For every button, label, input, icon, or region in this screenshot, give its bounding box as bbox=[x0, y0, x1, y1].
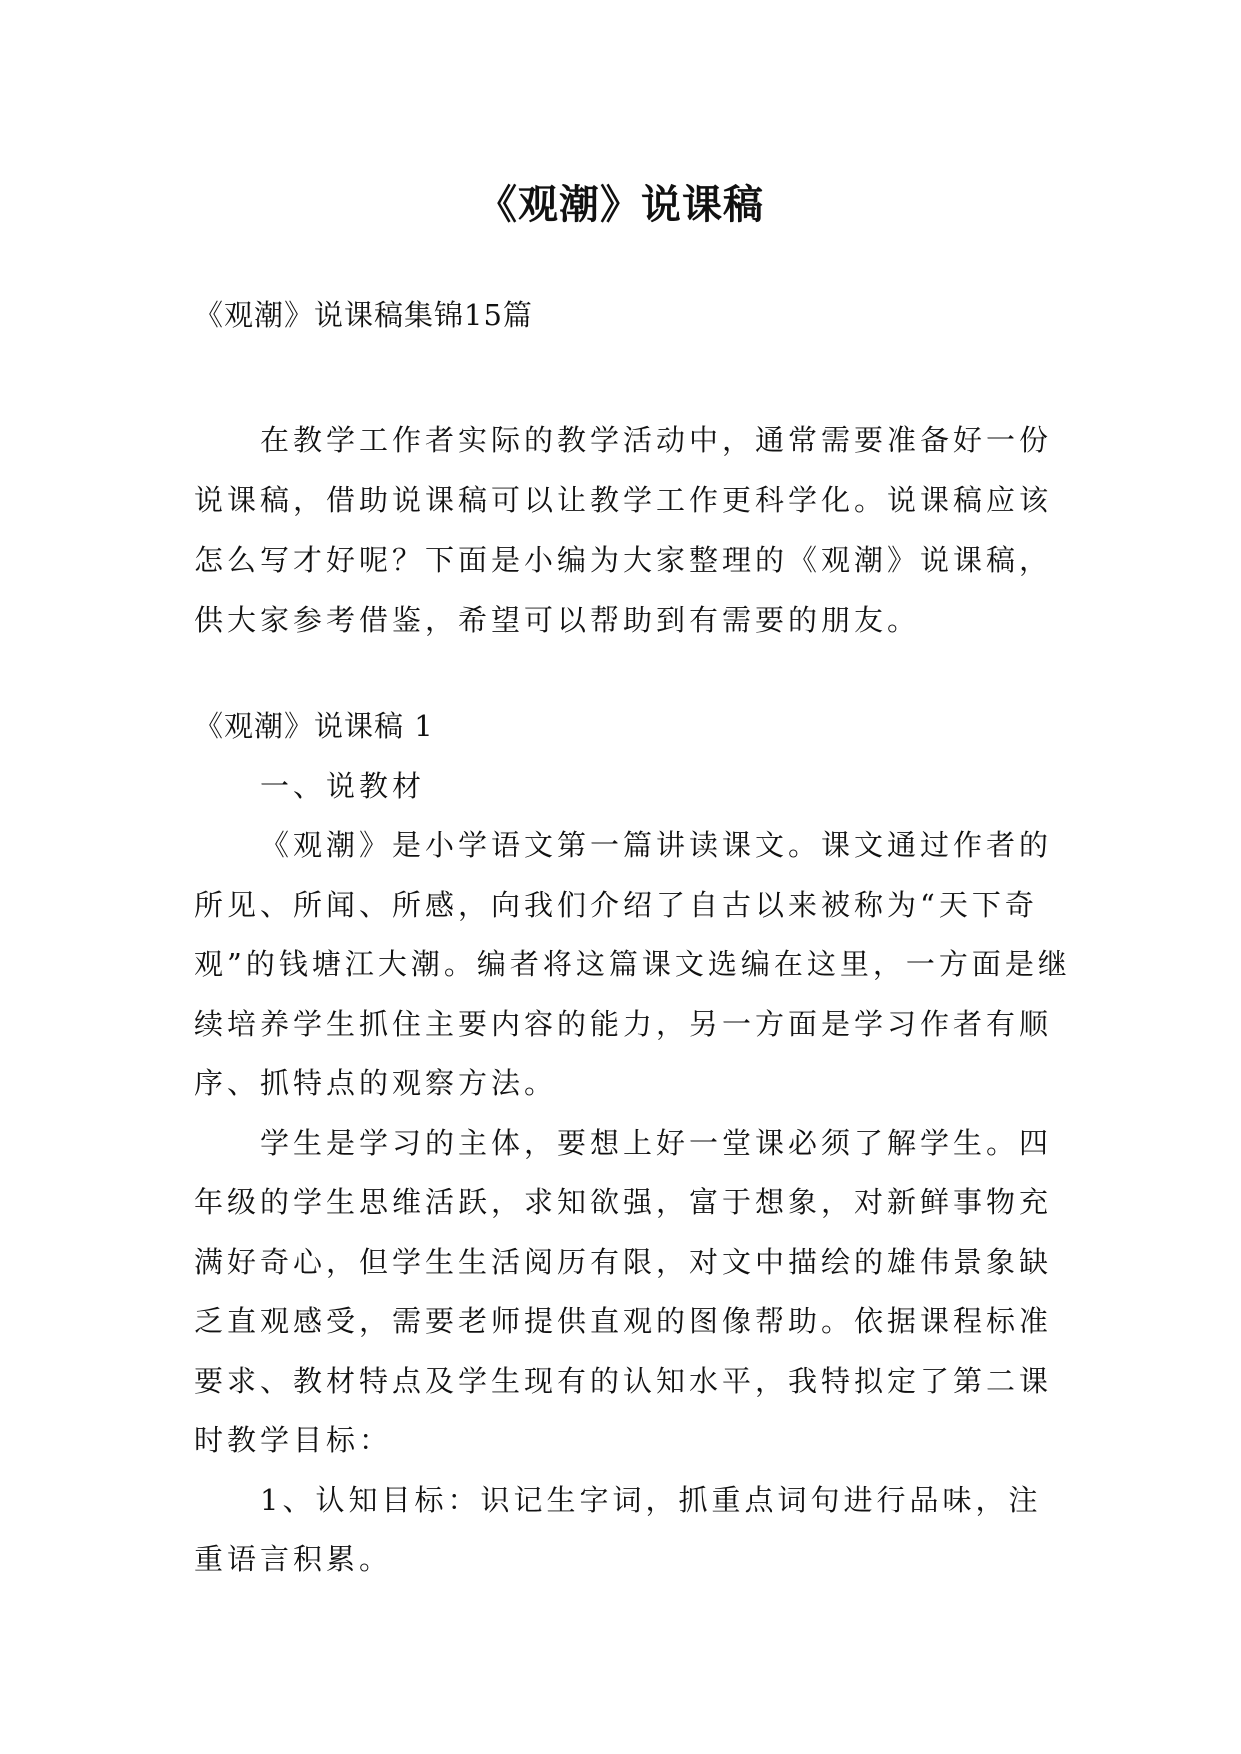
intro-paragraph: 在教学工作者实际的教学活动中，通常需要准备好一份说课稿，借助说课稿可以让教学工作更科学化。说课稿应该怎么写才好呢？下面是小编为大家整理的《观潮》说课稿，供大家参考借鉴，希望可以帮助到有需要的朋友。 bbox=[194, 423, 1053, 637]
body-paragraph: 1、认知目标：识记生字词，抓重点词句进行品味，注重语言积累。 bbox=[194, 1482, 1042, 1576]
section-heading: 《观潮》说课稿 1 bbox=[194, 709, 434, 743]
document-title: 《观潮》说课稿 bbox=[477, 180, 764, 228]
section-1 bbox=[194, 697, 1074, 1590]
document-subtitle: 《观潮》说课稿集锦15篇 bbox=[194, 298, 533, 332]
body-paragraph: 《观潮》是小学语文第一篇讲读课文。课文通过作者的所见、所闻、所感，向我们介绍了自古以来被称为“天下奇观”的钱塘江大潮。编者将这篇课文选编在这里，一方面是继续培养学生抓住主要内容的能力，另一方面是学习作者有顺序、抓特点的观察方法。 bbox=[194, 828, 1071, 1100]
section-sub-heading: 一、说教材 bbox=[260, 768, 426, 803]
body-paragraph: 学生是学习的主体，要想上好一堂课必须了解学生。四年级的学生思维活跃，求知欲强，富于想象，对新鲜事物充满好奇心，但学生生活阅历有限，对文中描绘的雄伟景象缺乏直观感受，需要老师提供直观的图像帮助。依据课程标准要求、教材特点及学生现有的认知水平，我特拟定了第二课时教学目标： bbox=[194, 1125, 1053, 1457]
